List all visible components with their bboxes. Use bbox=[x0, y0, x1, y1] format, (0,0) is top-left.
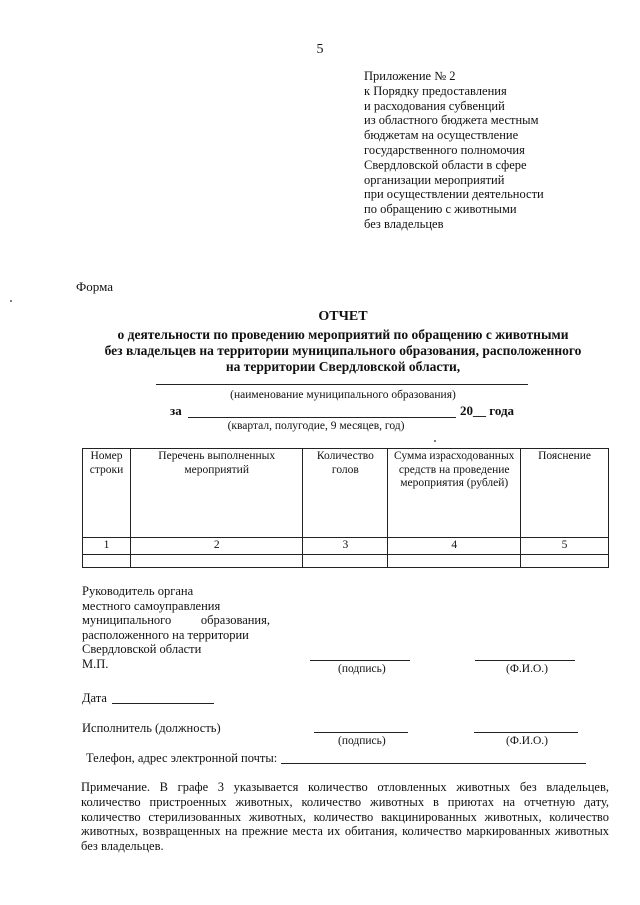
date-line[interactable] bbox=[112, 703, 214, 704]
header-head-count: Количество голов bbox=[303, 449, 388, 538]
executor-signature-line[interactable] bbox=[314, 732, 408, 733]
header-activities: Перечень выполненных мероприятий bbox=[130, 449, 303, 538]
executor-name-caption: (Ф.И.О.) bbox=[506, 735, 548, 747]
executor-signature-caption: (подпись) bbox=[338, 735, 386, 747]
period-caption: (квартал, полугодие, 9 месяцев, год) bbox=[227, 420, 405, 432]
column-number: 2 bbox=[130, 538, 303, 555]
scan-dot bbox=[434, 440, 436, 442]
appendix-line: Свердловской области в сфере bbox=[364, 157, 527, 172]
head-line: расположенного на территории bbox=[82, 627, 249, 642]
table-row[interactable] bbox=[83, 554, 609, 567]
head-name-line[interactable] bbox=[475, 660, 575, 661]
head-line: Руководитель органа bbox=[82, 584, 194, 598]
phone-email-line[interactable] bbox=[281, 763, 586, 764]
report-title-line: на территории Свердловской области, bbox=[225, 359, 461, 374]
appendix-line: при осуществлении деятельности bbox=[364, 187, 544, 202]
head-signature-line[interactable] bbox=[310, 660, 410, 661]
appendix-line: Приложение № 2 bbox=[364, 69, 456, 83]
page-number: 5 bbox=[316, 42, 324, 57]
column-number: 1 bbox=[83, 538, 131, 555]
table-number-row bbox=[83, 538, 609, 555]
appendix-line: государственного полномочия bbox=[364, 142, 525, 157]
appendix-line: без владельцев bbox=[364, 216, 444, 231]
head-line: муниципального образования, bbox=[82, 613, 270, 628]
report-title-line: без владельцев на территории муниципального образования, расположенного bbox=[104, 343, 582, 358]
date-label: Дата bbox=[82, 691, 107, 705]
period-line[interactable] bbox=[188, 417, 456, 418]
appendix-header bbox=[364, 69, 544, 232]
phone-email-label: Телефон, адрес электронной почты: bbox=[86, 751, 278, 765]
appendix-line: по обращению с животными bbox=[364, 202, 517, 217]
table-cell[interactable] bbox=[303, 554, 388, 567]
table-cell[interactable] bbox=[388, 554, 521, 567]
appendix-line: бюджетам на осуществление bbox=[364, 128, 519, 143]
column-number: 3 bbox=[303, 538, 388, 555]
header-explanation: Пояснение bbox=[521, 449, 609, 538]
report-heading: ОТЧЕТ bbox=[318, 309, 368, 324]
head-name-caption: (Ф.И.О.) bbox=[506, 663, 548, 675]
stamp-place: М.П. bbox=[82, 656, 109, 671]
executor-label: Исполнитель (должность) bbox=[82, 721, 221, 735]
appendix-line: организации мероприятий bbox=[364, 172, 505, 187]
header-amount: Сумма израсходованных средств на проведение мероприятия (рублей) bbox=[388, 449, 521, 538]
table-cell[interactable] bbox=[130, 554, 303, 567]
municipality-caption: (наименование муниципального образования) bbox=[230, 389, 456, 401]
municipality-name-line[interactable] bbox=[156, 384, 528, 385]
head-line: местного самоуправления bbox=[82, 598, 221, 613]
report-table bbox=[82, 448, 609, 568]
period-prefix: за bbox=[170, 403, 182, 418]
appendix-line: из областного бюджета местным bbox=[364, 113, 539, 128]
head-signatory bbox=[82, 584, 270, 672]
report-title-line: о деятельности по проведению мероприятий по обращению с животными bbox=[117, 327, 569, 342]
scan-dot bbox=[10, 300, 12, 302]
header-row-number: Номер строки bbox=[83, 449, 131, 538]
table-cell[interactable] bbox=[521, 554, 609, 567]
footnote: Примечание. В графе 3 указывается количество отловленных животных без владельцев, количество пристроенных животных, количество животных в приютах на отчетную дату, количество стерилизованных животных, количество вакцинированных животных, количество животных, возвращенных на прежние места их обитания, количество маркированных животных без владельцев. bbox=[81, 780, 609, 854]
period-year: 20__ года bbox=[460, 403, 515, 418]
executor-name-line[interactable] bbox=[474, 732, 578, 733]
column-number: 5 bbox=[521, 538, 609, 555]
column-number: 4 bbox=[388, 538, 521, 555]
appendix-line: к Порядку предоставления bbox=[364, 83, 507, 98]
form-label: Форма bbox=[76, 279, 113, 294]
table-header-row bbox=[83, 449, 609, 538]
table-cell[interactable] bbox=[83, 554, 131, 567]
appendix-line: и расходования субвенций bbox=[364, 98, 505, 113]
report-title bbox=[0, 309, 640, 375]
head-line: Свердловской области bbox=[82, 642, 202, 657]
head-signature-caption: (подпись) bbox=[338, 663, 386, 675]
